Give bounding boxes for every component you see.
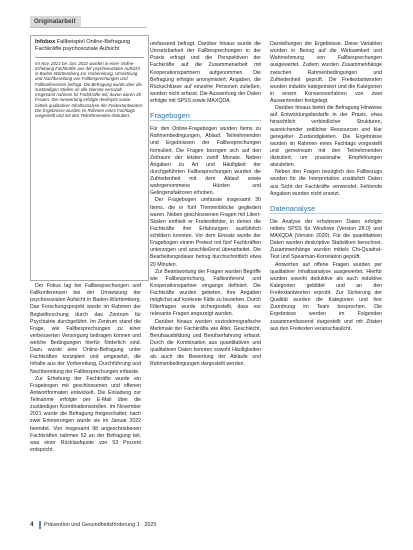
journal-title: Prävention und Gesundheitsförderung 1 · 2025	[44, 522, 157, 528]
body-paragraph: Antworten auf offene Fragen wurden per qualitativer Inhaltsanalyse ausgewertet. Hierfür wurden sowohl deduktive als auch induktive Kategorien gebildet und an den Freitextantworten erprobt. Zur Sicherung der Qualität wurden die Kategorien und ihre Zuordnung im Team besprochen. Die Ergebnisse werden im Folgenden zusammenfassend dargestellt und mit Zitaten aus den Freitexten veranschaulicht.	[270, 261, 382, 332]
section-heading-fragebogen: Fragebogen	[150, 111, 261, 121]
page-number: 4	[30, 521, 34, 528]
body-paragraph: Zur Beantwortung der Fragen wurden Begriffe wie Fallbesprechung, Fallkonferenz und Kooperationspartner eingangs definiert. Die Fachkräfte wurden gebeten, ihre Angaben möglichst auf konkrete Fälle zu beziehen. Durch Filterfragen wurde sichergestellt, dass nur relevante Fragen angezeigt wurden.	[150, 268, 261, 318]
info-box-title-text: Fallbeispiel Online-Befragung Fachkräfte psychosoziale Aufsicht	[35, 39, 131, 53]
body-paragraph: umfassend befragt. Darüber hinaus wurde die Umsetzbarkeit der Fallbesprechungen in der Praxis erfragt und die Perspektiven der Fachkräfte auf die Zusammenarbeit mit Kooperationspartnern aufgenommen. Die Befragung erfolgte anonymisiert; Angaben, die Rückschlüsse auf einzelne Personen zuließen, wurden nicht erfasst. Die Auswertung der Daten erfolgte mit SPSS sowie MAXQDA.	[150, 41, 261, 104]
footer-divider	[39, 521, 41, 529]
body-paragraph: Der Fragebogen umfasste insgesamt 30 Items, die in fünf Themenblöcke gegliedert waren. Neben geschlossenen Fragen mit Likert-Skalen enthielt er Freitextfelder, in denen die Fachkräfte ihre Erfahrungen ausführlich schildern konnten. Vor dem Einsatz wurde der Fragebogen einem Pretest mit fünf Fachkräften unterzogen und anschließend überarbeitet. Die Bearbeitungsdauer betrug durchschnittlich etwa 20 Minuten.	[150, 197, 261, 268]
column-left	[30, 283, 141, 454]
info-box-note: Im Nov. 2021 bis Jan. 2022 wurden in einer Online-Erhebung Fachkräfte aus der psychosozialen Aufsicht in Baden-Württemberg zur Vorbereitung, Umsetzung und Nachbereitung von Fallbesprechungen und Fallkonferenzen befragt. Die Befragung wurde über die zuständigen Stellen an alle Dienste versandt. Insgesamt nahmen 52 Fachkräfte teil; davon waren 35 Frauen. Die Auswertung erfolgte deskriptiv sowie mittels qualitativer Inhaltsanalyse der Freitextantworten. Die Ergebnisse wurden im Rahmen eines Fachtags vorgestellt und mit den Teilnehmenden diskutiert.	[35, 60, 144, 119]
body-paragraph: Der Fokus lag bei Fallbesprechungen und Fallkonferenzen bei der Umsetzung der psychosozialen Aufsicht in Baden-Württemberg. Das Forschungsprojekt wurde im Rahmen der Begleitforschung durch das Zentrum für Psychiatrie durchgeführt. Im Zentrum stand die Frage, wie Fallbesprechungen zu einer verbesserten Versorgung beitragen können und welche Bedingungen hierfür förderlich sind. Dazu wurde eine Online-Befragung unter Fachkräften konzipiert und umgesetzt, die Inhalte aus der Vorbereitung, Durchführung und Nachbereitung der Fallbesprechungen erfasste.	[30, 283, 141, 375]
page-footer	[30, 521, 384, 531]
column-right	[270, 41, 382, 333]
body-paragraph: Darüber hinaus bietet die Befragung Hinweise auf Entwicklungsbedarfe in der Praxis, etwa hinsichtlich verbindlicher Strukturen, ausreichender zeitlicher Ressourcen und klar geregelter Zuständigkeiten. Die Ergebnisse wurden im Rahmen eines Fachtags vorgestellt und gemeinsam mit den Teilnehmenden diskutiert, um praxisnahe Empfehlungen abzuleiten.	[270, 105, 382, 169]
body-paragraph: Zur Erhebung der Fachkräfte wurde ein Fragebogen mit geschlossenen und offenen Antwortformaten entwickelt. Die Einladung zur Teilnahme erfolgte per E-Mail über die zuständigen Koordinationsstellen. Im November 2021 wurde die Befragung freigeschaltet; nach zwei Erinnerungen wurde sie im Januar 2022 beendet. Von insgesamt 98 angeschriebenen Fachkräften nahmen 52 an der Befragung teil, was einer Rücklaufquote von 53 Prozent entspricht.	[30, 375, 141, 453]
info-box-rule	[35, 57, 144, 58]
info-box-title	[35, 39, 144, 54]
section-tag: Originalarbeit	[30, 16, 81, 27]
header-rule	[30, 27, 147, 28]
body-paragraph: Darüber hinaus wurden soziodemografische Merkmale der Fachkräfte wie Alter, Geschlecht, Berufsausbildung und Berufserfahrung erfasst. Durch die Kombination aus quantitativen und qualitativen Daten konnten sowohl Häufigkeiten als auch die Bewertung der Abläufe und Rahmenbedingungen dargestellt werden.	[150, 318, 261, 368]
body-paragraph: Neben den Fragen bezüglich des Fallbezugs wurden für die Interpretation zusätzlich Daten aus Sicht der Fachkräfte verwendet. Fehlende Angaben wurden nicht ersetzt.	[270, 169, 382, 197]
section-heading-datenanalyse: Datenanalyse	[270, 204, 382, 214]
body-paragraph: Darstellungen der Ergebnisse. Diese Variablen wurden in Bezug auf die Wirksamkeit und Wahrnehmung von Fallbesprechungen ausgewertet. Zudem wurden Zusammenhänge zwischen Rahmenbedingungen und Zufriedenheit geprüft. Die Freitextantworten wurden induktiv kategorisiert und die Kategorien in einem Konsensverfahren von zwei Auswertenden festgelegt.	[270, 41, 382, 104]
body-paragraph: Für den Online-Fragebogen wurden Items zu Rahmenbedingungen, Ablauf, Teilnehmenden und Ergebnissen der Fallbesprechungen formuliert. Die Fragen bezogen sich auf den Zeitraum der letzten zwölf Monate. Neben Angaben zu Art und Häufigkeit der durchgeführten Fallbesprechungen wurden die Zufriedenheit mit dem Ablauf sowie wahrgenommene Hürden und Gelingensfaktoren erhoben.	[150, 126, 261, 197]
body-paragraph: Die Analyse der erhobenen Daten erfolgte mittels SPSS für Windows (Version 28.0) und MAXQDA (Version 2020). Für die quantitativen Daten wurden deskriptive Statistiken berechnet. Zusammenhänge wurden mittels Chi-Quadrat-Test und Spearman-Korrelation geprüft.	[270, 218, 382, 261]
info-box	[30, 35, 149, 281]
info-box-keyword: Infobox	[35, 39, 56, 45]
column-middle	[150, 41, 261, 368]
